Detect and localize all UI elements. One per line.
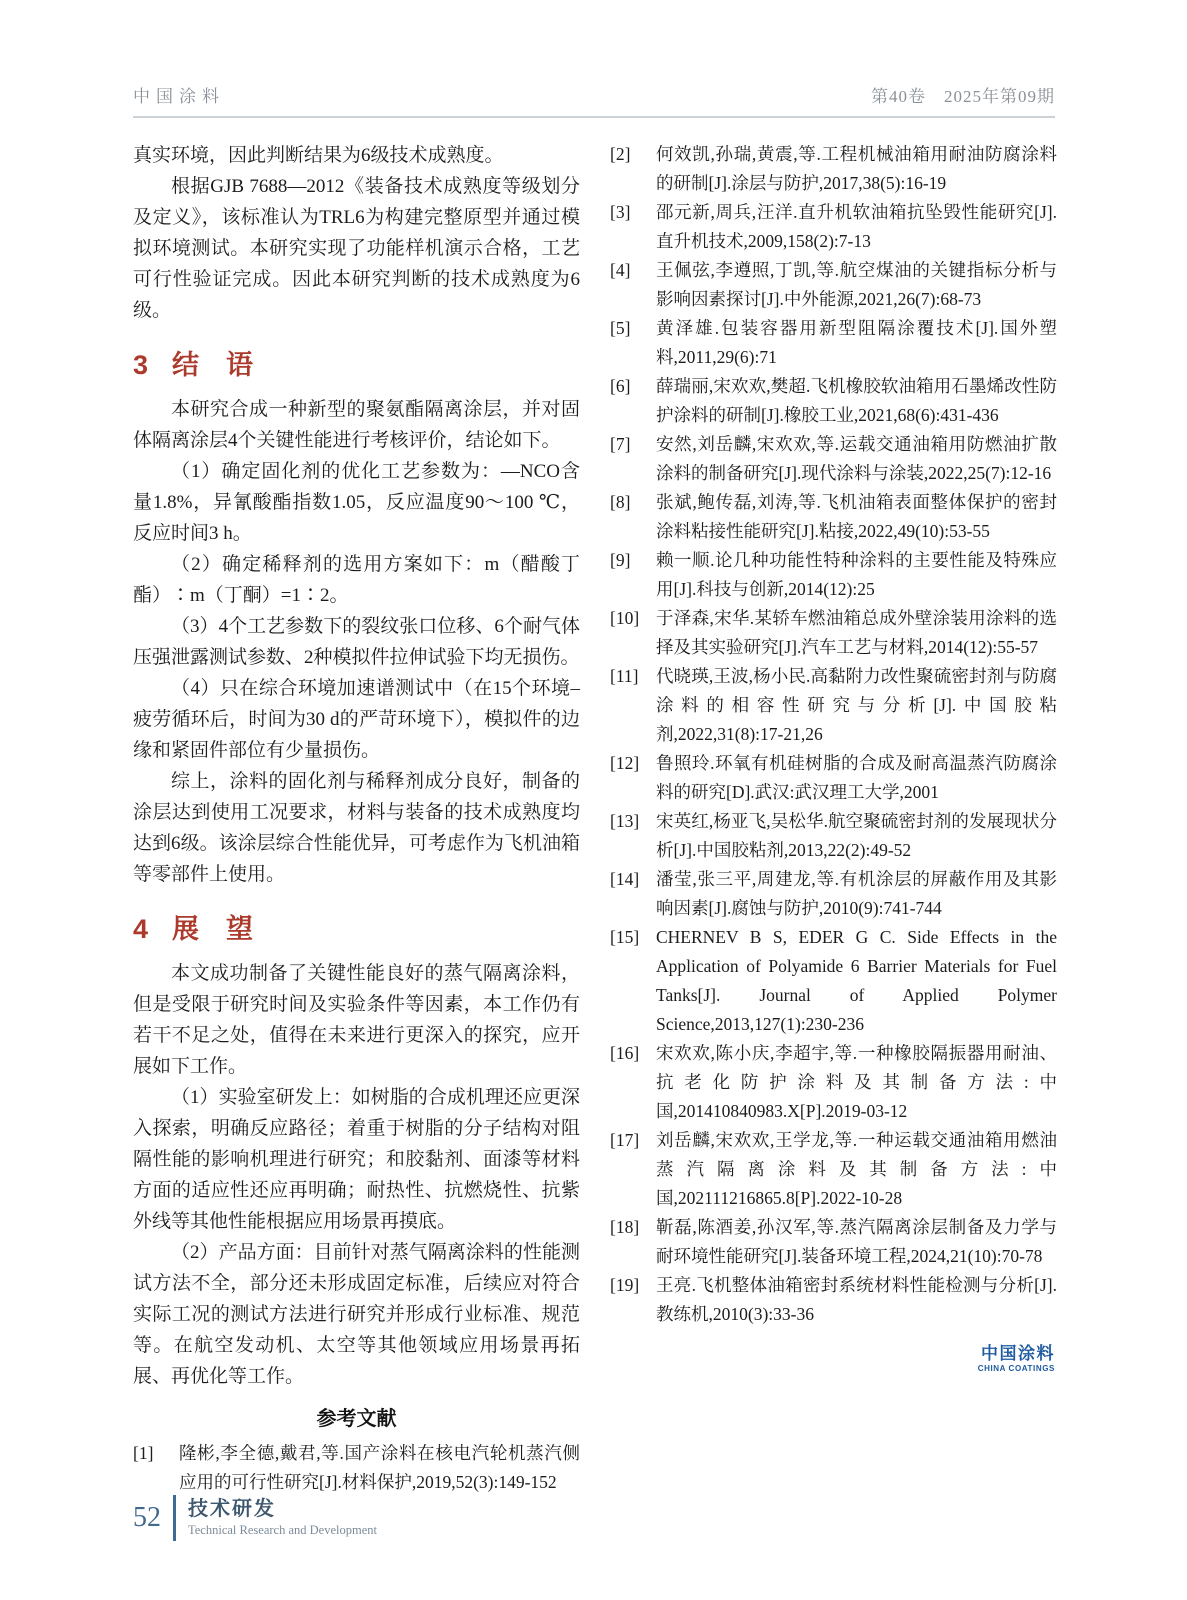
intro-paragraphs xyxy=(133,140,580,326)
reference-number: [19] xyxy=(610,1275,640,1295)
reference-text: 安然,刘岳麟,宋欢欢,等.运载交通油箱用防燃油扩散涂料的制备研究[J].现代涂料与涂装,2022,25(7):12-16 xyxy=(656,434,1057,483)
reference-text: 刘岳麟,宋欢欢,王学龙,等.一种运载交通油箱用燃油蒸汽隔离涂料及其制备方法:中国,202111216865.8[P].2022-10-28 xyxy=(656,1130,1057,1208)
body-paragraph: 根据GJB 7688—2012《装备技术成熟度等级划分及定义》，该标准认为TRL6为构建完整原型并通过模拟环境测试。本研究实现了功能样机演示合格，工艺可行性验证完成。因此本研究判断的技术成熟度为6级。 xyxy=(133,176,580,321)
body-paragraph: 本研究合成一种新型的聚氨酯隔离涂层，并对固体隔离涂层4个关键性能进行考核评价，结论如下。 xyxy=(133,399,580,451)
reference-item xyxy=(610,198,1057,256)
body-paragraph: （2）产品方面：目前针对蒸气隔离涂料的性能测试方法不全，部分还未形成固定标准，后续应对符合实际工况的测试方法进行研究并形成行业标准、规范等。在航空发动机、太空等其他领域应用场景再拓展、再优化等工作。 xyxy=(133,1242,580,1387)
body-paragraph: （2）确定稀释剂的选用方案如下：m（醋酸丁酯）∶m（丁酮）=1∶2。 xyxy=(133,554,580,606)
reference-item xyxy=(610,314,1057,372)
reference-text: 赖一顺.论几种功能性特种涂料的主要性能及特殊应用[J].科技与创新,2014(12):25 xyxy=(656,550,1057,599)
body-paragraph: （1）确定固化剂的优化工艺参数为：—NCO含量1.8%，异氰酸酯指数1.05，反应温度90～100 ℃，反应时间3 h。 xyxy=(133,461,580,544)
reference-text: 鲁照玲.环氧有机硅树脂的合成及耐高温蒸汽防腐涂料的研究[D].武汉:武汉理工大学,2001 xyxy=(656,753,1057,802)
reference-number: [18] xyxy=(610,1217,640,1237)
reference-number: [3] xyxy=(610,202,631,222)
page-header xyxy=(133,82,1055,118)
reference-item xyxy=(610,140,1057,198)
footer-section-chinese: 技术研发 xyxy=(188,1498,276,1520)
references-list-right xyxy=(610,140,1057,1329)
reference-number: [6] xyxy=(610,376,631,396)
reference-item xyxy=(610,488,1057,546)
references-heading: 参考文献 xyxy=(316,1408,397,1430)
reference-number: [15] xyxy=(610,927,640,947)
reference-text: 代晓瑛,王波,杨小民.高黏附力改性聚硫密封剂与防腐涂料的相容性研究与分析[J].中国胶粘剂,2022,31(8):17-21,26 xyxy=(656,666,1057,744)
reference-item xyxy=(610,807,1057,865)
reference-text: 王佩弦,李遵照,丁凯,等.航空煤油的关键指标分析与影响因素探讨[J].中外能源,2021,26(7):68-73 xyxy=(656,260,1057,309)
body-paragraph: （4）只在综合环境加速谱测试中（在15个环境–疲劳循环后，时间为30 d的严苛环境下），模拟件的边缘和紧固件部位有少量损伤。 xyxy=(133,678,580,761)
reference-number: [5] xyxy=(610,318,631,338)
section-4-title: 展 望 xyxy=(172,914,254,944)
reference-number: [2] xyxy=(610,144,631,164)
reference-text: 邵元新,周兵,汪洋.直升机软油箱抗坠毁性能研究[J].直升机技术,2009,158(2):7-13 xyxy=(656,202,1057,251)
reference-item xyxy=(610,923,1057,1039)
reference-text: 黄泽雄.包装容器用新型阻隔涂覆技术[J].国外塑料,2011,29(6):71 xyxy=(656,318,1057,367)
reference-text: 隆彬,李全德,戴君,等.国产涂料在核电汽轮机蒸汽侧应用的可行性研究[J].材料保护,2019,52(3):149-152 xyxy=(179,1443,580,1492)
reference-item xyxy=(610,546,1057,604)
reference-text: 王亮.飞机整体油箱密封系统材料性能检测与分析[J].教练机,2010(3):33-36 xyxy=(656,1275,1057,1324)
reference-text: 靳磊,陈酒姜,孙汉军,等.蒸汽隔离涂层制备及力学与耐环境性能研究[J].装备环境工程,2024,21(10):70-78 xyxy=(656,1217,1057,1266)
journal-name: 中国涂料 xyxy=(133,87,225,106)
section-3-title: 结 语 xyxy=(172,350,254,380)
page-footer xyxy=(133,1495,377,1541)
footer-divider-line xyxy=(173,1495,176,1541)
reference-item xyxy=(610,1039,1057,1126)
body-paragraph: 真实环境，因此判断结果为6级技术成熟度。 xyxy=(133,145,504,166)
section-4-number: 4 xyxy=(133,914,149,944)
reference-number: [12] xyxy=(610,753,640,773)
footer-section-label xyxy=(188,1495,377,1538)
reference-item xyxy=(610,865,1057,923)
reference-number: [4] xyxy=(610,260,631,280)
right-column xyxy=(610,140,1057,1497)
reference-number: [17] xyxy=(610,1130,640,1150)
reference-number: [7] xyxy=(610,434,631,454)
reference-item xyxy=(610,749,1057,807)
reference-text: 张斌,鲍传磊,刘涛,等.飞机油箱表面整体保护的密封涂料粘接性能研究[J].粘接,2022,49(10):53-55 xyxy=(656,492,1057,541)
footer-section-english: Technical Research and Development xyxy=(188,1523,377,1537)
reference-item xyxy=(610,1213,1057,1271)
two-column-body xyxy=(133,140,1057,1497)
reference-item xyxy=(610,430,1057,488)
section-3-number: 3 xyxy=(133,350,149,380)
references-list-left xyxy=(133,1439,580,1497)
reference-text: CHERNEV B S, EDER G C. Side Effects in the Application of Polyamide 6 Barrier Materials for Fuel Tanks[J]. Journal of Applied Polymer Science,2013,127(1):230-236 xyxy=(656,927,1057,1034)
logo-english-text: CHINA COATINGS xyxy=(977,1364,1055,1373)
body-paragraph: 综上，涂料的固化剂与稀释剂成分良好，制备的涂层达到使用工况要求，材料与装备的技术成熟度均达到6级。该涂层综合性能优异，可考虑作为飞机油箱等零部件上使用。 xyxy=(133,771,580,885)
reference-text: 于泽森,宋华.某轿车燃油箱总成外壁涂装用涂料的选择及其实验研究[J].汽车工艺与材料,2014(12):55-57 xyxy=(656,608,1057,657)
reference-text: 何效凯,孙瑞,黄震,等.工程机械油箱用耐油防腐涂料的研制[J].涂层与防护,2017,38(5):16-19 xyxy=(656,144,1057,193)
reference-item xyxy=(610,372,1057,430)
reference-text: 宋英红,杨亚飞,吴松华.航空聚硫密封剂的发展现状分析[J].中国胶粘剂,2013,22(2):49-52 xyxy=(656,811,1057,860)
section-4-paragraphs xyxy=(133,958,580,1392)
body-paragraph: （3）4个工艺参数下的裂纹张口位移、6个耐气体压强泄露测试参数、2种模拟件拉伸试验下均无损伤。 xyxy=(133,616,580,668)
page-number: 52 xyxy=(133,1502,161,1533)
reference-number: [14] xyxy=(610,869,640,889)
reference-item xyxy=(610,1271,1057,1329)
reference-number: [11] xyxy=(610,666,639,686)
reference-number: [9] xyxy=(610,550,631,570)
reference-text: 宋欢欢,陈小庆,李超宇,等.一种橡胶隔振器用耐油、抗老化防护涂料及其制备方法:中国,201410840983.X[P].2019-03-12 xyxy=(656,1043,1057,1121)
reference-number: [8] xyxy=(610,492,631,512)
section-3-heading xyxy=(133,348,580,382)
reference-item xyxy=(610,1126,1057,1213)
reference-item xyxy=(610,256,1057,314)
journal-logo xyxy=(610,1345,1057,1373)
reference-text: 潘莹,张三平,周建龙,等.有机涂层的屏蔽作用及其影响因素[J].腐蚀与防护,2010(9):741-744 xyxy=(656,869,1057,918)
reference-item xyxy=(610,604,1057,662)
reference-item xyxy=(610,662,1057,749)
left-column xyxy=(133,140,580,1497)
logo-chinese-text: 中国涂料 xyxy=(981,1344,1055,1363)
reference-number: [16] xyxy=(610,1043,640,1063)
body-paragraph: 本文成功制备了关键性能良好的蒸气隔离涂料，但是受限于研究时间及实验条件等因素，本工作仍有若干不足之处，值得在未来进行更深入的探究，应开展如下工作。 xyxy=(133,963,580,1077)
volume-issue: 第40卷 2025年第09期 xyxy=(871,87,1055,106)
reference-number: [13] xyxy=(610,811,640,831)
section-3-paragraphs xyxy=(133,394,580,890)
section-4-heading xyxy=(133,912,580,946)
reference-item xyxy=(133,1439,580,1497)
reference-text: 薛瑞丽,宋欢欢,樊超.飞机橡胶软油箱用石墨烯改性防护涂料的研制[J].橡胶工业,2021,68(6):431-436 xyxy=(656,376,1057,425)
reference-number: [10] xyxy=(610,608,640,628)
reference-number: [1] xyxy=(133,1443,154,1463)
body-paragraph: （1）实验室研发上：如树脂的合成机理还应更深入探索，明确反应路径；着重于树脂的分子结构对阻隔性能的影响机理进行研究；和胶黏剂、面漆等材料方面的适应性还应再明确；耐热性、抗燃烧性、抗紫外线等其他性能根据应用场景再摸底。 xyxy=(133,1087,580,1232)
